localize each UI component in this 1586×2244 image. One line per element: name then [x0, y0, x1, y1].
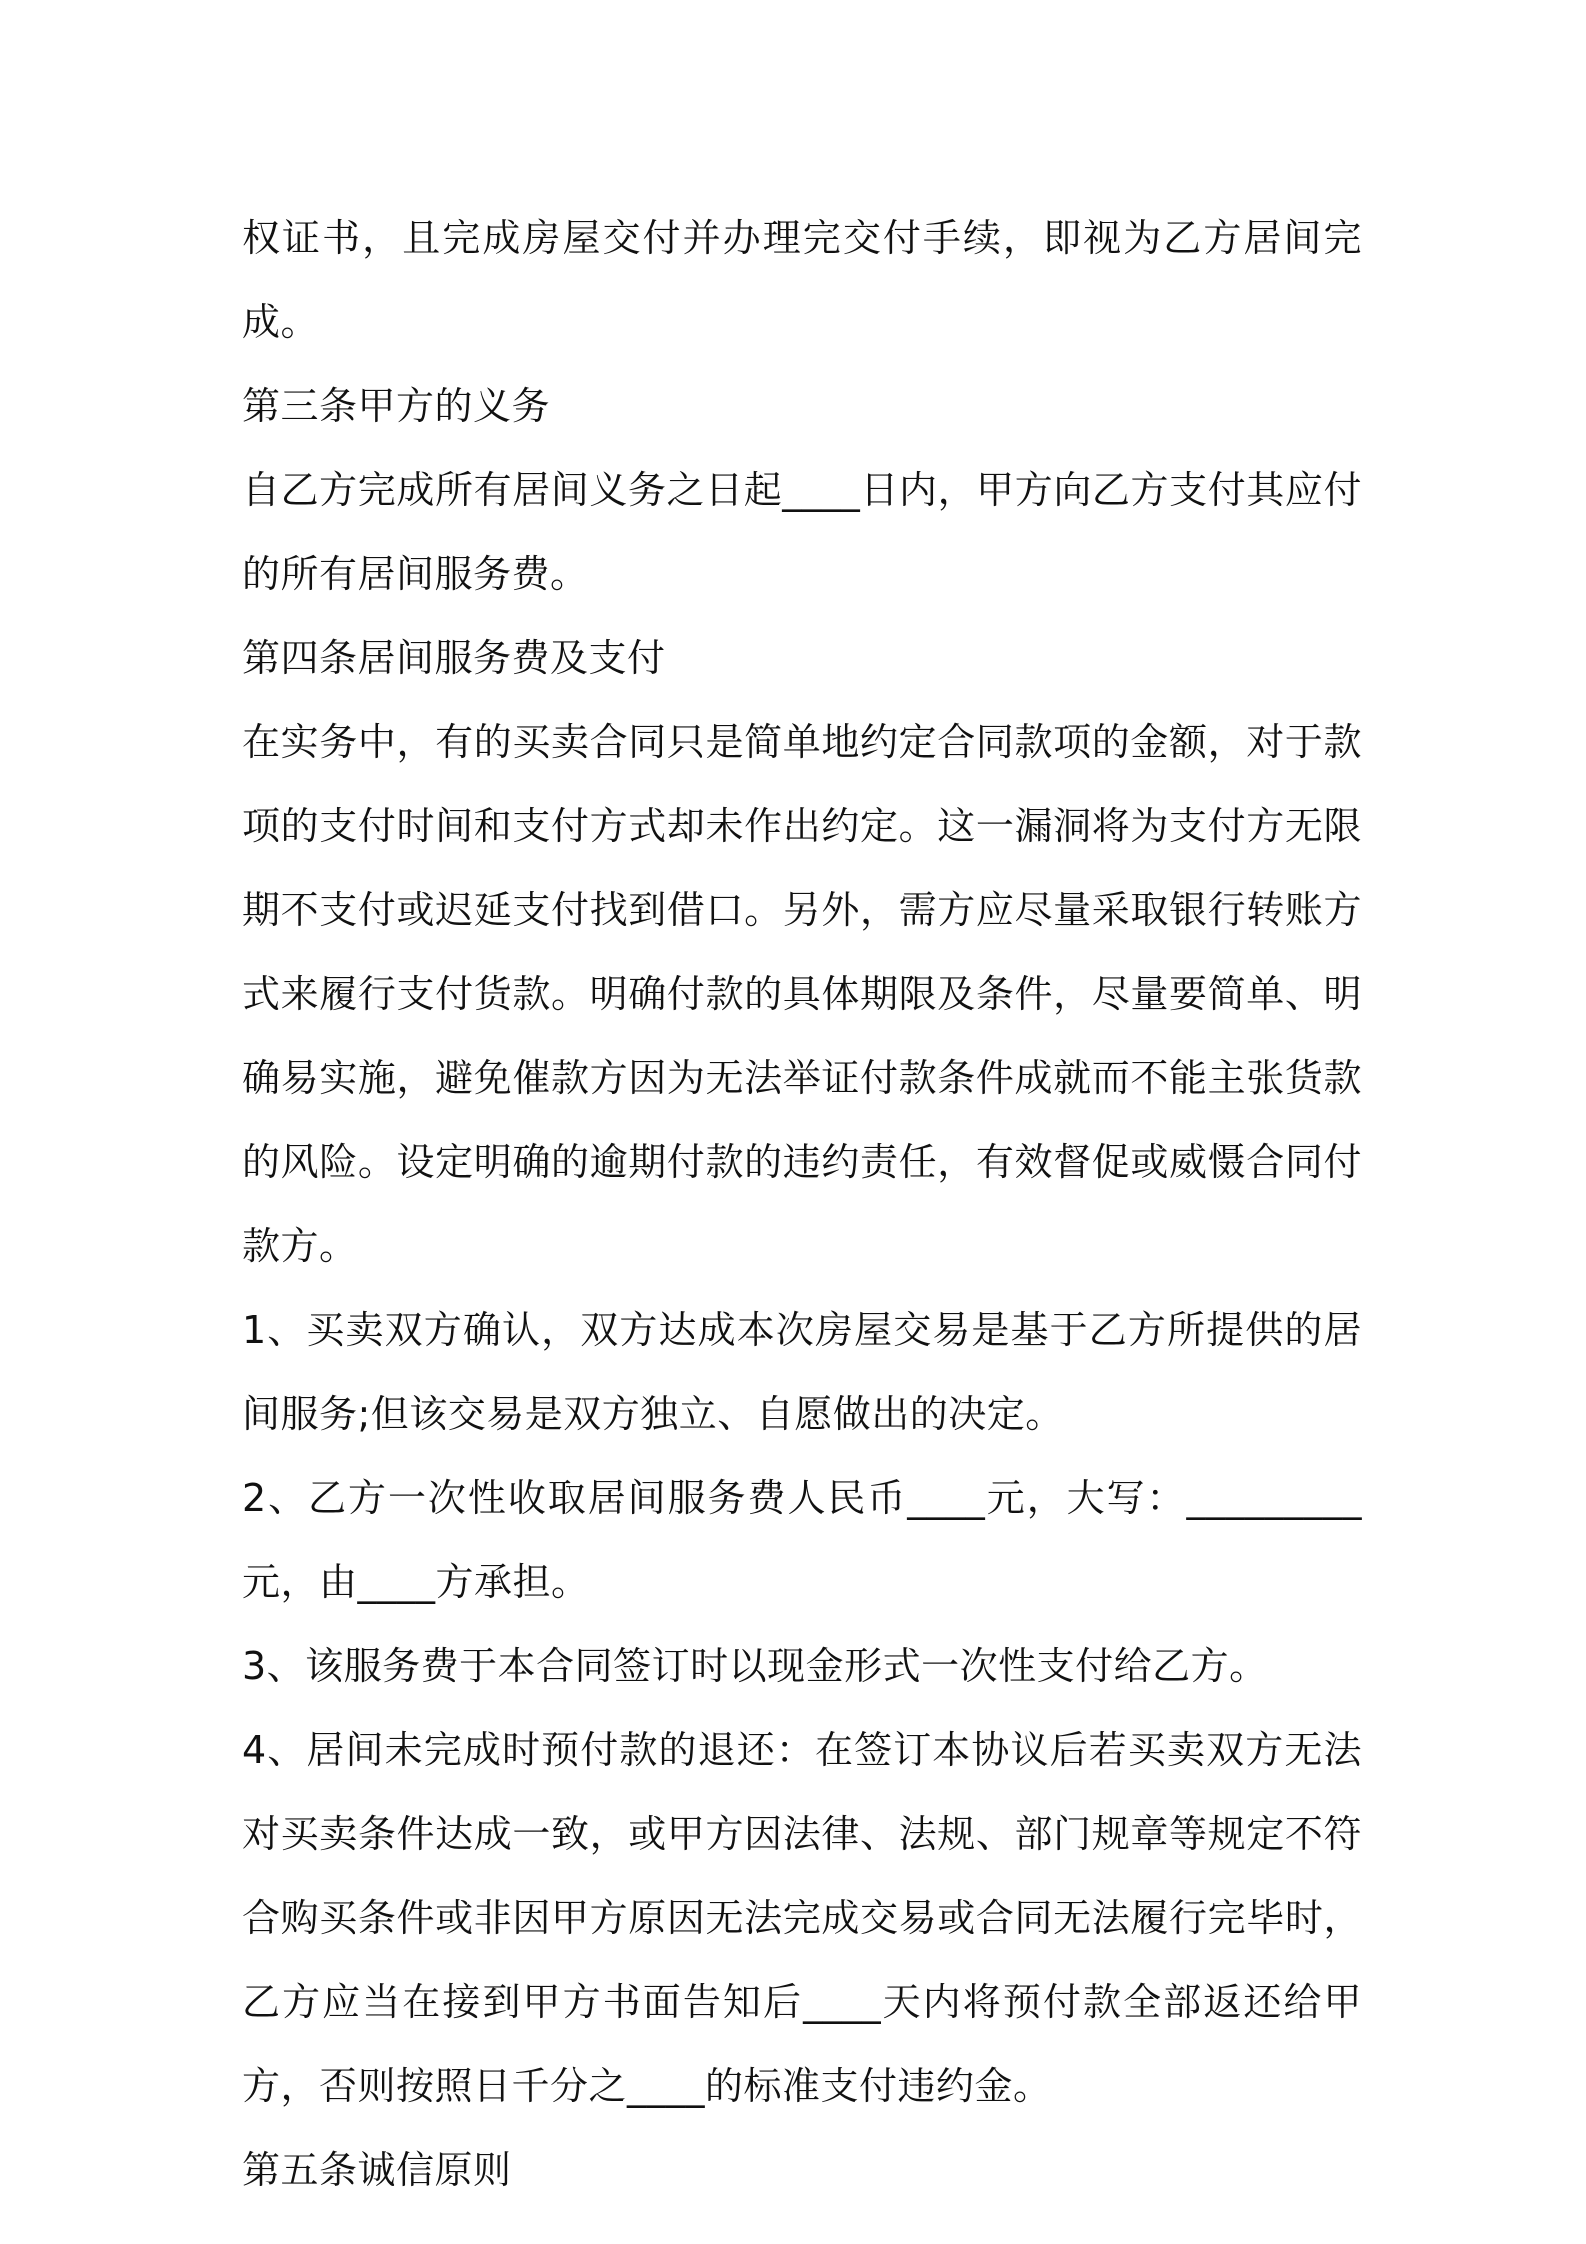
document-page: [242, 196, 1362, 2212]
paragraph-payment-notes: 在实务中，有的买卖合同只是简单地约定合同款项的金额，对于款项的支付时间和支付方式却未作出约定。这一漏洞将为支付方无限期不支付或迟延支付找到借口。另外，需方应尽量采取银行转账方式来履行支付货款。明确付款的具体期限及条件，尽量要简单、明确易实施，避免催款方因为无法举证付款条件成就而不能主张货款的风险。设定明确的逾期付款的违约责任，有效督促或威慑合同付款方。: [242, 720, 1362, 1268]
clause-4-3: 3、该服务费于本合同签订时以现金形式一次性支付给乙方。: [242, 1644, 1268, 1688]
heading-article-4: 第四条居间服务费及支付: [242, 636, 666, 680]
clause-4-1: 1、买卖双方确认，双方达成本次房屋交易是基于乙方所提供的居间服务;但该交易是双方独立、自愿做出的决定。: [242, 1308, 1362, 1436]
paragraph-article-3-body: 自乙方完成所有居间义务之日起____日内，甲方向乙方支付其应付的所有居间服务费。: [242, 468, 1362, 596]
heading-article-5: 第五条诚信原则: [242, 2148, 512, 2192]
clause-4-2: 2、乙方一次性收取居间服务费人民币____元，大写：_________元，由____方承担。: [242, 1476, 1362, 1604]
paragraph-completion-clause: 权证书，且完成房屋交付并办理完交付手续，即视为乙方居间完成。: [242, 216, 1362, 344]
heading-article-3: 第三条甲方的义务: [242, 384, 551, 428]
clause-4-4: 4、居间未完成时预付款的退还：在签订本协议后若买卖双方无法对买卖条件达成一致，或甲方因法律、法规、部门规章等规定不符合购买条件或非因甲方原因无法完成交易或合同无法履行完毕时，乙方应当在接到甲方书面告知后____天内将预付款全部返还给甲方，否则按照日千分之____的标准支付违约金。: [242, 1728, 1362, 2108]
